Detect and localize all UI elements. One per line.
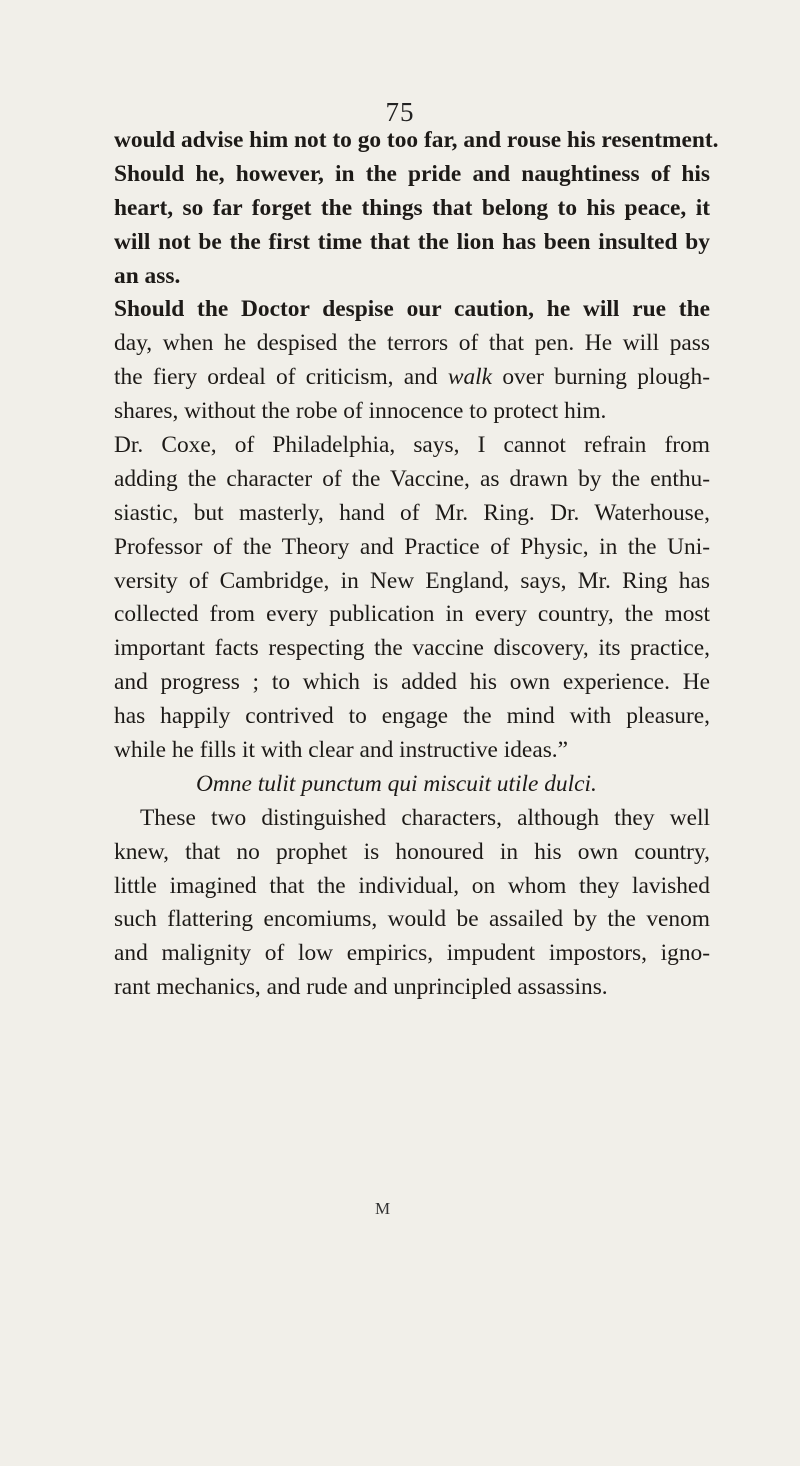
text-line: has happily contrived to engage the mind with pleasure,	[114, 703, 710, 730]
text-fragment: over burning plough-	[492, 364, 710, 391]
text-line: while he fills it with clear and instructive ideas.”	[114, 737, 569, 764]
text-line: rant mechanics, and rude and unprincipled assassins.	[114, 974, 608, 1001]
italic-emphasis: walk	[447, 364, 493, 391]
text-line: siastic, but masterly, hand of Mr. Ring. Dr. Waterhouse,	[114, 499, 710, 526]
text-line: and progress ; to which is added his own experience. He	[114, 669, 710, 696]
text-line: will not be the first time that the lion has been insulted by	[114, 228, 710, 255]
text-line: an ass.	[114, 262, 181, 289]
text-line: day, when he despised the terrors of that pen. He will pass	[114, 330, 710, 357]
text-line: little imagined that the individual, on whom they lavished	[114, 872, 710, 899]
text-line: important facts respecting the vaccine discovery, its practice,	[114, 635, 710, 662]
text-line	[114, 361, 710, 395]
text-line: such flattering encomiums, would be assailed by the venom	[114, 906, 710, 933]
text-line: These two distinguished characters, although they well	[140, 804, 710, 831]
text-line: collected from every publication in every country, the most	[114, 601, 710, 628]
text-line: Should he, however, in the pride and naughtiness of his	[114, 160, 710, 187]
text-line: would advise him not to go too far, and rouse his resentment.	[114, 127, 719, 153]
page-number: 75	[385, 97, 415, 127]
body-text	[114, 124, 719, 1005]
text-line: Should the Doctor despise our caution, he will rue the	[114, 296, 710, 323]
text-line: Dr. Coxe, of Philadelphia, says, I cannot refrain from	[114, 432, 710, 459]
text-line: knew, that no prophet is honoured in his own country,	[114, 838, 710, 865]
latin-motto: Omne tulit punctum qui miscuit utile dulci.	[196, 770, 597, 797]
text-line: shares, without the robe of innocence to protect him.	[114, 398, 607, 425]
text-line: adding the character of the Vaccine, as drawn by the enthu-	[114, 465, 710, 492]
text-line: versity of Cambridge, in New England, says, Mr. Ring has	[114, 567, 710, 594]
signature-mark: M	[375, 1199, 392, 1218]
text-line: Professor of the Theory and Practice of Physic, in the Uni-	[114, 533, 710, 560]
text-fragment: the fiery ordeal of criticism, and	[114, 364, 448, 391]
text-line: heart, so far forget the things that belong to his peace, it	[114, 194, 710, 221]
text-line: and malignity of low empirics, impudent impostors, igno-	[114, 940, 710, 967]
